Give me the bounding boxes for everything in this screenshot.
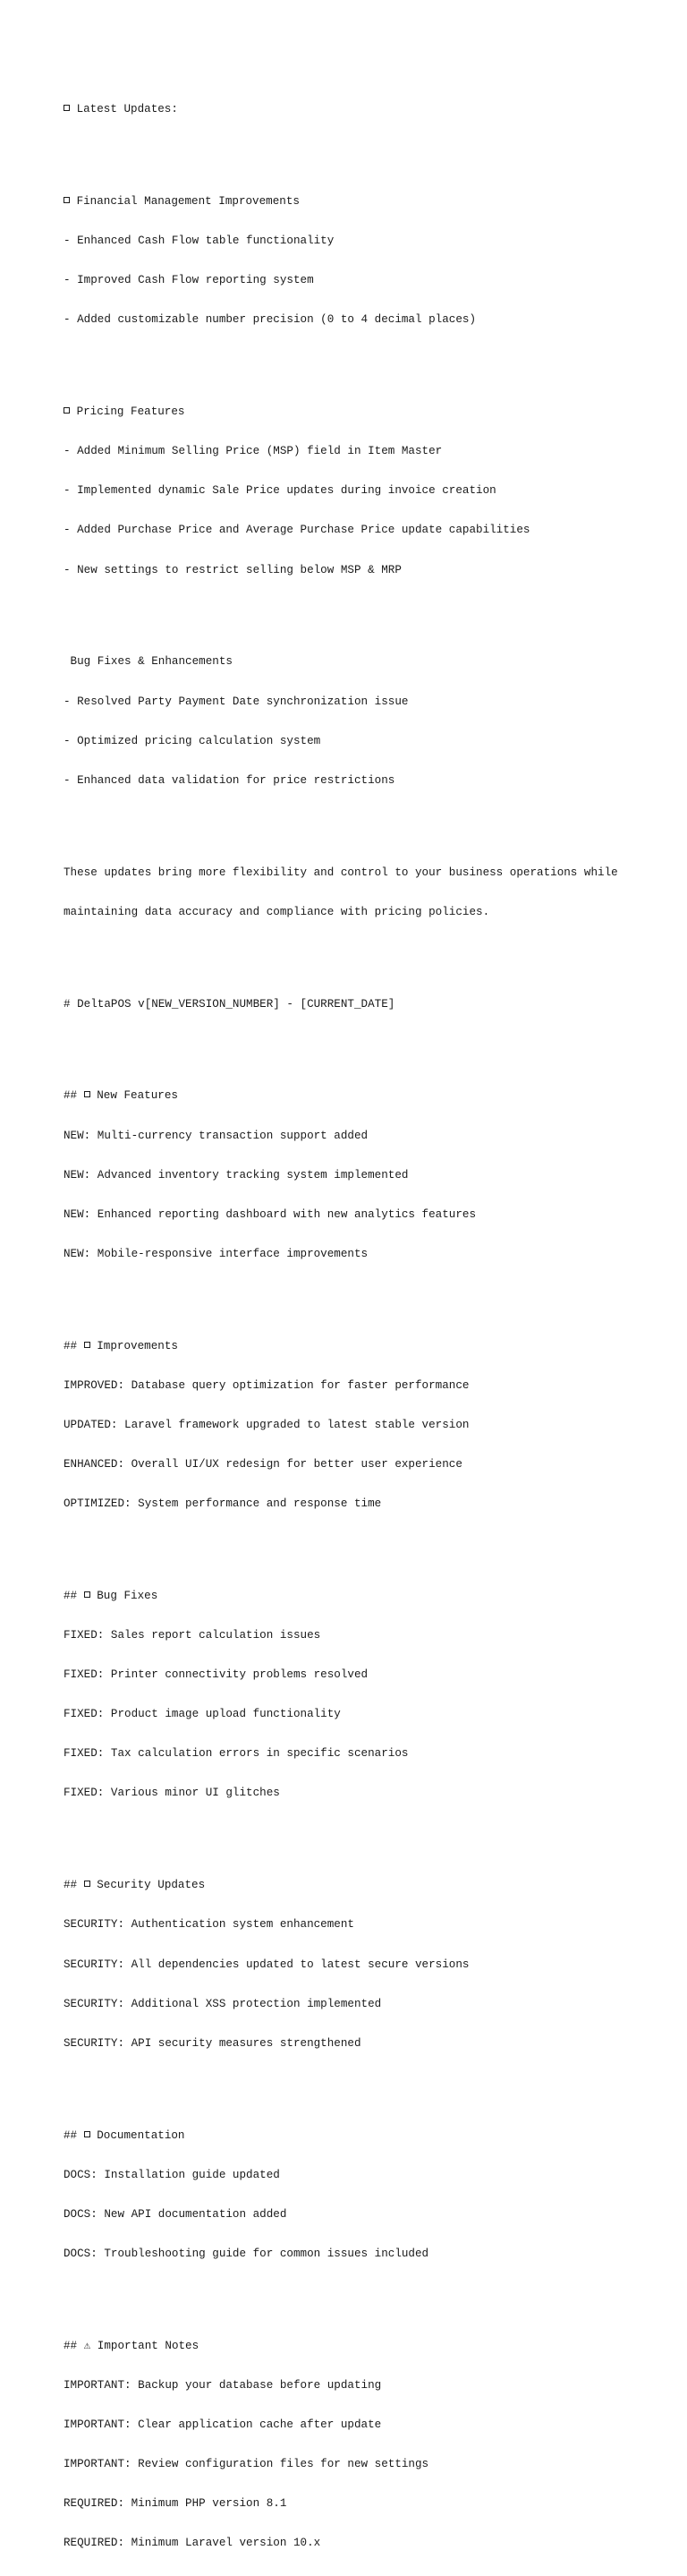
documentation-heading: ## Documentation bbox=[64, 2128, 185, 2142]
summary-line: maintaining data accuracy and compliance with pricing policies. bbox=[64, 905, 490, 918]
bug-fixes-item: FIXED: Product image upload functionality bbox=[64, 1708, 341, 1721]
security-heading: ## Security Updates bbox=[64, 1879, 206, 1892]
new-features-item: NEW: Mobile-responsive interface improvements bbox=[64, 1247, 369, 1260]
bug-fixes-item: FIXED: Various minor UI glitches bbox=[64, 1787, 280, 1800]
financial-item: - Enhanced Cash Flow table functionality bbox=[64, 235, 335, 248]
new-features-item: NEW: Advanced inventory tracking system implemented bbox=[64, 1168, 409, 1181]
important-notes-item: IMPORTANT: Backup your database before updating bbox=[64, 2378, 382, 2392]
square-bullet-icon bbox=[84, 2131, 90, 2137]
documentation-item: DOCS: Troubleshooting guide for common issues included bbox=[64, 2247, 429, 2260]
improvements-item: UPDATED: Laravel framework upgraded to latest stable version bbox=[64, 1418, 470, 1431]
documentation-item: DOCS: New API documentation added bbox=[64, 2207, 287, 2221]
pricing-heading: Pricing Features bbox=[64, 405, 672, 419]
documentation-item: DOCS: Installation guide updated bbox=[64, 2168, 280, 2181]
square-bullet-icon bbox=[84, 1342, 90, 1348]
version-title: # DeltaPOS v[NEW_VERSION_NUMBER] - [CURRENT_DATE] bbox=[64, 997, 395, 1011]
bugfixes-enhancements-item: - Resolved Party Payment Date synchronization issue bbox=[64, 695, 409, 708]
latest-updates-heading: Latest Updates: bbox=[64, 103, 672, 116]
bugfixes-enhancements-heading: Bug Fixes & Enhancements bbox=[64, 655, 233, 669]
important-notes-item: REQUIRED: Minimum PHP version 8.1 bbox=[64, 2497, 287, 2511]
financial-heading: Financial Management Improvements bbox=[64, 195, 672, 209]
security-item: SECURITY: Authentication system enhancement bbox=[64, 1918, 354, 1932]
improvements-item: OPTIMIZED: System performance and response time bbox=[64, 1497, 382, 1511]
pricing-item: - New settings to restrict selling below MSP & MRP bbox=[64, 563, 402, 576]
bugfixes-enhancements-item: - Optimized pricing calculation system bbox=[64, 734, 321, 747]
pricing-item: - Implemented dynamic Sale Price updates during invoice creation bbox=[64, 484, 496, 498]
square-bullet-icon bbox=[64, 407, 70, 414]
financial-item: - Added customizable number precision (0 to 4 decimal places) bbox=[64, 313, 477, 327]
square-bullet-icon bbox=[84, 1591, 90, 1598]
security-item: SECURITY: All dependencies updated to latest secure versions bbox=[64, 1958, 470, 1971]
square-bullet-icon bbox=[64, 105, 70, 111]
improvements-item: IMPROVED: Database query optimization for faster performance bbox=[64, 1378, 470, 1392]
pricing-item: - Added Minimum Selling Price (MSP) field in Item Master bbox=[64, 445, 443, 458]
bug-fixes-item: FIXED: Tax calculation errors in specific scenarios bbox=[64, 1747, 409, 1761]
bug-fixes-item: FIXED: Sales report calculation issues bbox=[64, 1629, 321, 1642]
financial-item: - Improved Cash Flow reporting system bbox=[64, 274, 314, 287]
summary-line: These updates bring more flexibility and control to your business operations while bbox=[64, 866, 618, 879]
security-item: SECURITY: Additional XSS protection implemented bbox=[64, 1997, 382, 2010]
bug-fixes-item: FIXED: Printer connectivity problems resolved bbox=[64, 1668, 369, 1682]
improvements-item: ENHANCED: Overall UI/UX redesign for better user experience bbox=[64, 1458, 462, 1471]
new-features-heading: ## New Features bbox=[64, 1089, 178, 1103]
pricing-item: - Added Purchase Price and Average Purchase Price update capabilities bbox=[64, 524, 530, 537]
new-features-item: NEW: Multi-currency transaction support added bbox=[64, 1129, 369, 1142]
bugfixes-enhancements-item: - Enhanced data validation for price restrictions bbox=[64, 773, 395, 787]
square-bullet-icon bbox=[84, 1881, 90, 1887]
improvements-heading: ## Improvements bbox=[64, 1339, 178, 1352]
new-features-item: NEW: Enhanced reporting dashboard with new analytics features bbox=[64, 1207, 477, 1221]
important-notes-item: IMPORTANT: Review configuration files for new settings bbox=[64, 2458, 429, 2471]
important-notes-item: REQUIRED: Minimum Laravel version 10.x bbox=[64, 2537, 321, 2550]
important-notes-heading: ## ⚠ Important Notes bbox=[64, 2339, 199, 2352]
security-item: SECURITY: API security measures strengthened bbox=[64, 2036, 361, 2050]
square-bullet-icon bbox=[64, 197, 70, 203]
square-bullet-icon bbox=[84, 1091, 90, 1097]
important-notes-item: IMPORTANT: Clear application cache after update bbox=[64, 2418, 382, 2431]
bug-fixes-heading: ## Bug Fixes bbox=[64, 1590, 158, 1603]
release-notes-document bbox=[64, 64, 672, 2576]
